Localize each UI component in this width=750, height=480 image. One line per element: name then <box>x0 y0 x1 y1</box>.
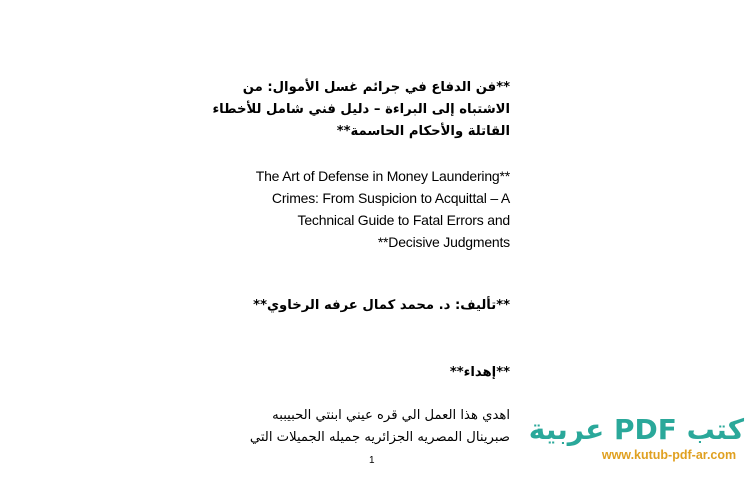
page-number: 1 <box>369 455 375 466</box>
title-english-line: Crimes: From Suspicion to Acquittal – A <box>271 190 510 206</box>
dedication-heading <box>220 362 510 384</box>
author-line <box>220 295 510 317</box>
title-arabic-line: **فن الدفاع في جرائم غسل الأموال: من <box>242 80 510 95</box>
dedication-line: اهدي هذا العمل الي قره عيني ابنتي الحبيببه <box>272 408 510 423</box>
title-english <box>220 165 510 253</box>
watermark-url: www.kutub-pdf-ar.com <box>601 448 737 462</box>
dedication-line: صبرينال المصريه الجزائريه جميله الجميلات التي <box>249 430 510 445</box>
title-arabic <box>212 77 510 143</box>
title-english-line: Technical Guide to Fatal Errors and <box>297 212 510 228</box>
title-english-line: **Decisive Judgments <box>377 234 510 250</box>
dedication-heading-text: **إهداء** <box>449 365 510 380</box>
watermark-logo <box>528 413 744 463</box>
title-arabic-line: الاشتباه إلى البراءة – دليل فني شامل للأخطاء <box>212 102 510 117</box>
title-english-line: The Art of Defense in Money Laundering** <box>255 168 510 184</box>
title-arabic-line: القاتلة والأحكام الحاسمة** <box>336 124 510 139</box>
dedication-body <box>220 405 510 449</box>
author-text: **تأليف: د. محمد كمال عرفه الرخاوي** <box>253 298 510 313</box>
watermark-title: كتب PDF عربية <box>528 413 744 446</box>
